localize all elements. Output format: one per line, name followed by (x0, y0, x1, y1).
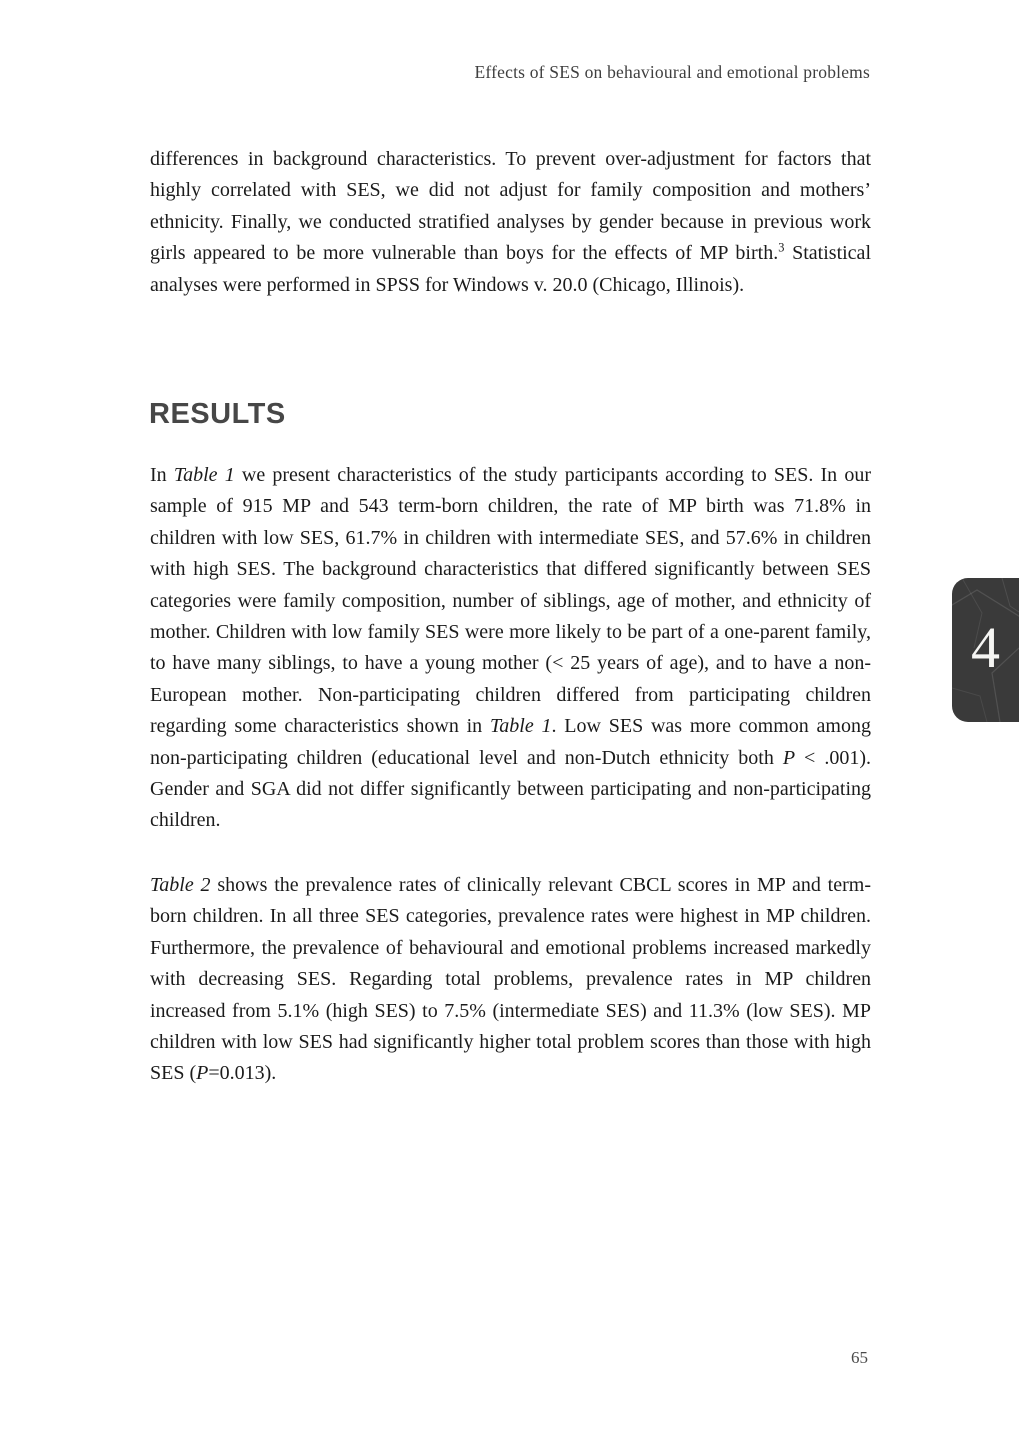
chapter-number: 4 (971, 615, 1000, 680)
running-header: Effects of SES on behavioural and emotional problems (474, 62, 870, 82)
paragraph-results-2: Table 2 shows the prevalence rates of clinically relevant CBCL scores in MP and term-born children. In all three SES categories, prevalence rates were highest in MP children. Furthermore, the prevalence of behavioural and emotional problems increased markedly with decreasing SES. Regarding total problems, prevalence rates in MP children increased from 5.1% (high SES) to 7.5% (intermediate SES) and 11.3% (low SES). MP children with low SES had significantly higher total problem scores than those with high SES (P=0.013). (150, 874, 871, 1085)
results-section-heading: RESULTS (149, 398, 286, 430)
chapter-tab (952, 578, 1019, 722)
paragraph-results-1: In Table 1 we present characteristics of the study participants according to SES. In our sample of 915 MP and 543 term-born children, the rate of MP birth was 71.8% in children with low SES, 61.7% in children with intermediate SES, and 57.6% in children with high SES. The background characteristics that differed significantly between SES categories were family composition, number of siblings, age of mother, and ethnicity of mother. Children with low family SES were more likely to be part of a one-parent family, to have many siblings, to have a young mother (< 25 years of age), and to have a non-European mother. Non-participating children differed from participating children regarding some characteristics shown in Table 1. Low SES was more common among non-participating children (educational level and non-Dutch ethnicity both P < .001). Gender and SGA did not differ significantly between participating and non-participating children. (150, 464, 871, 832)
paragraph-methods-continued: differences in background characteristics. To prevent over-adjustment for factors that highly correlated with SES, we did not adjust for family composition and mothers’ ethnicity. Finally, we conducted stratified analyses by gender because in previous work girls appeared to be more vulnerable than boys for the effects of MP birth.$^3$ Statistical analyses were performed in SPSS for Windows v. 20.0 (Chicago, Illinois). (150, 148, 871, 296)
page-number: 65 (851, 1348, 868, 1367)
